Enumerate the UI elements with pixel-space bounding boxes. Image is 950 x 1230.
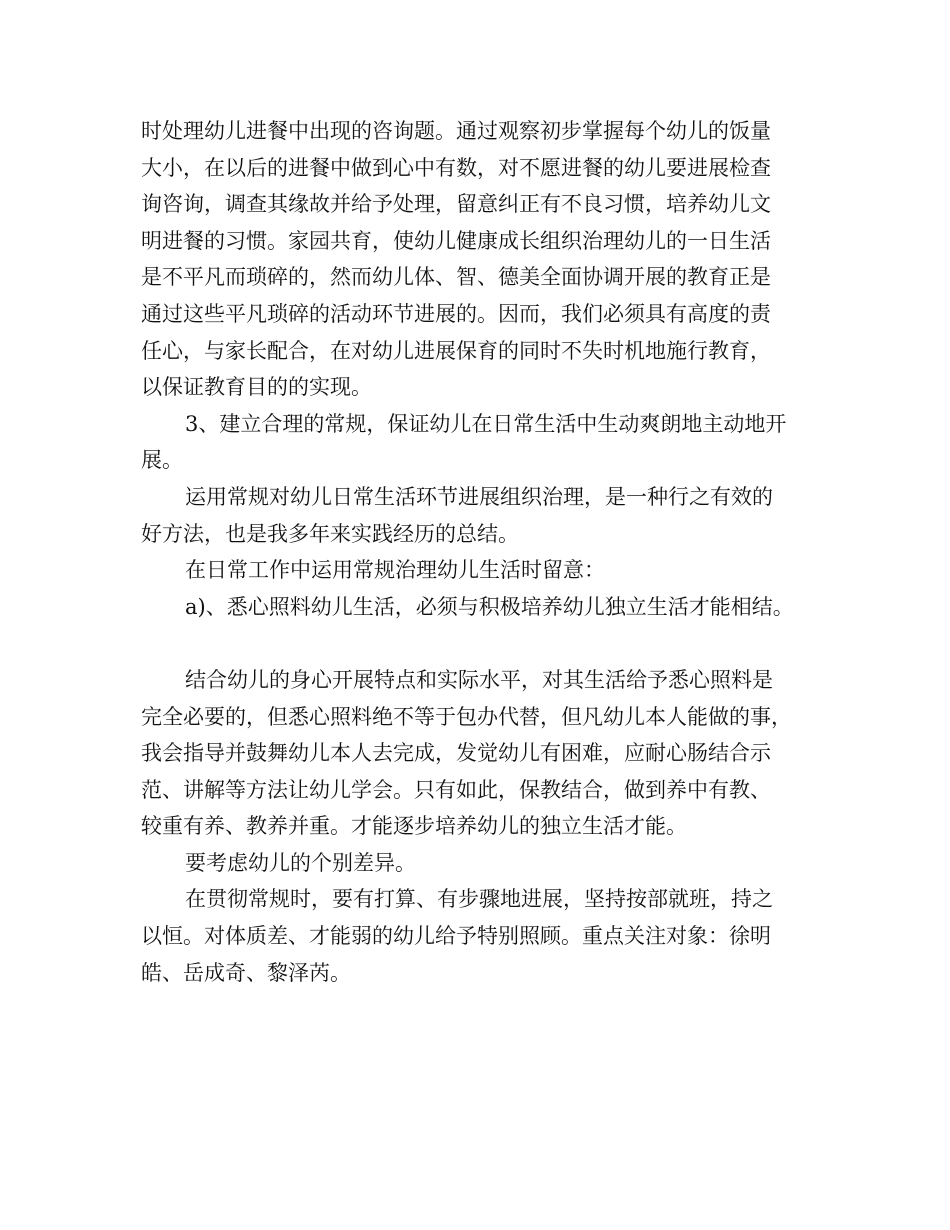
text-line: 以恒。对体质差、才能弱的幼儿给予特别照顾。重点关注对象：徐明 bbox=[141, 924, 771, 949]
text-line: 明进餐的习惯。家园共育，使幼儿健康成长组织治理幼儿的一日生活 bbox=[141, 228, 771, 253]
text-line: 范、讲解等方法让幼儿学会。只有如此，保教结合，做到养中有教、 bbox=[141, 777, 771, 802]
text-line: 完全必要的，但悉心照料绝不等于包办代替，但凡幼儿本人能做的事， bbox=[141, 704, 792, 729]
text-line: 询咨询，调查其缘故并给予处理，留意纠正有不良习惯，培养幼儿文 bbox=[141, 192, 771, 217]
text-line: 在贯彻常规时，要有打算、有步骤地进展，坚持按部就班，持之 bbox=[185, 887, 773, 912]
text-line: 较重有养、教养并重。才能逐步培养幼儿的独立生活才能。 bbox=[141, 814, 687, 839]
text-line: 以保证教育目的的实现。 bbox=[141, 375, 372, 400]
section-heading-line: 3、建立合理的常规，保证幼儿在日常生活中生动爽朗地主动地开 bbox=[185, 411, 787, 436]
section-heading-line: 展。 bbox=[141, 448, 183, 473]
text-line: 大小，在以后的进餐中做到心中有数，对不愿进餐的幼儿要进展检查 bbox=[141, 155, 771, 180]
text-line: 我会指导并鼓舞幼儿本人去完成，发觉幼儿有困难，应耐心肠结合示 bbox=[141, 741, 771, 766]
paragraph-spacer bbox=[141, 625, 831, 662]
text-line: 是不平凡而琐碎的，然而幼儿体、智、德美全面协调开展的教育正是 bbox=[141, 265, 771, 290]
list-item-line: a)、悉心照料幼儿生活，必须与积极培养幼儿独立生活才能相结。 bbox=[185, 594, 794, 619]
text-line: 在日常工作中运用常规治理幼儿生活时留意： bbox=[185, 558, 605, 583]
text-line: 要考虑幼儿的个别差异。 bbox=[185, 850, 416, 875]
text-line: 好方法，也是我多年来实践经历的总结。 bbox=[141, 521, 519, 546]
text-line: 任心，与家长配合，在对幼儿进展保育的同时不失时机地施行教育， bbox=[141, 338, 771, 363]
document-body bbox=[141, 113, 831, 991]
text-line: 时处理幼儿进餐中出现的咨询题。通过观察初步掌握每个幼儿的饭量 bbox=[141, 119, 771, 143]
text-line: 皓、岳成奇、黎泽芮。 bbox=[141, 960, 351, 985]
text-line: 通过这些平凡琐碎的活动环节进展的。因而，我们必须具有高度的责 bbox=[141, 301, 771, 326]
text-line: 结合幼儿的身心开展特点和实际水平，对其生活给予悉心照料是 bbox=[185, 667, 773, 692]
text-line: 运用常规对幼儿日常生活环节进展组织治理，是一种行之有效的 bbox=[185, 484, 773, 509]
